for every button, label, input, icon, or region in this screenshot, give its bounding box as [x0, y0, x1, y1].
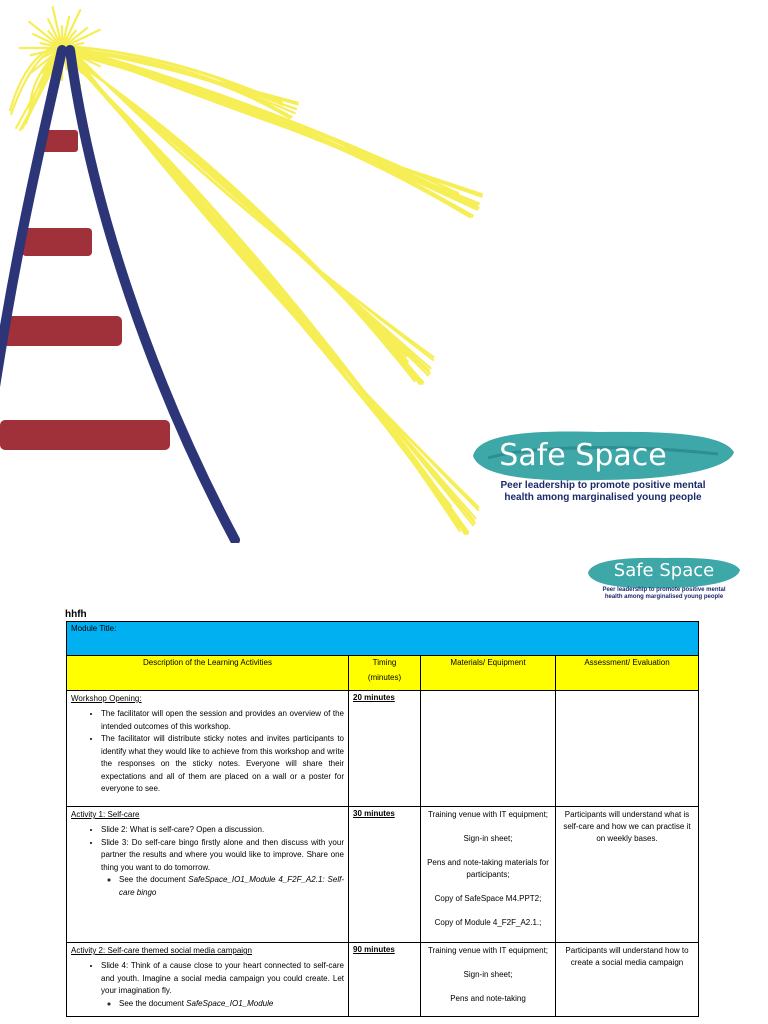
sub-bullet-item [119, 874, 344, 899]
page-heading: hhfh [65, 609, 87, 620]
bullet-text: Slide 4: Think of a cause close to your heart connected to self-care and youth. Imagine a social media campaign you could create. Let your imagination fly. [101, 961, 344, 995]
activity-materials[interactable] [421, 807, 556, 943]
activity-bullets [71, 708, 344, 796]
activity-timing[interactable] [349, 943, 421, 1017]
material-item: Sign-in sheet; [463, 970, 513, 979]
module-title-cell[interactable] [67, 622, 699, 656]
sub-prefix: See the document [119, 875, 189, 884]
timing-value: 20 minutes [353, 693, 395, 702]
timing-value: 30 minutes [353, 809, 395, 818]
bullet-item [101, 960, 344, 1010]
sub-prefix: See the document [119, 998, 187, 1008]
header-materials: Materials/ Equipment [421, 656, 556, 691]
activity-description[interactable] [67, 691, 349, 807]
bullet-item [101, 837, 344, 900]
activity-materials[interactable] [421, 943, 556, 1017]
material-item: Sign-in sheet; [463, 834, 513, 843]
bullet-item: • The facilitator will open the session and provides an overview of the intended outcomes of this workshop. [101, 708, 344, 733]
material-item: Copy of SafeSpace M4.PPT2; [434, 894, 542, 903]
activity-bullets [71, 824, 344, 899]
tagline-line-1: Peer leadership to promote positive mental [500, 480, 706, 491]
material-item: Training venue with IT equipment; [427, 946, 549, 955]
activity-title: Workshop Opening: [71, 694, 142, 703]
logo-tagline [585, 587, 743, 601]
sub-bullets [101, 998, 344, 1011]
header-timing-label: Timing [372, 658, 397, 667]
assessment-text: Participants will understand what is self-care and how we can practise it on weekly bases. [563, 810, 691, 843]
activity-bullets [71, 960, 344, 1010]
tagline-line-1: Peer leadership to promote positive mental [602, 587, 726, 593]
material-item: Pens and note-taking [450, 994, 526, 1003]
activity-title: Activity 1: Self-care [71, 810, 140, 819]
header-timing [349, 656, 421, 691]
sun-rays [10, 7, 482, 534]
header-row [67, 656, 699, 691]
header-safe-space-logo [585, 556, 743, 606]
cover-safe-space-logo [468, 428, 738, 510]
activity-description[interactable] [67, 943, 349, 1017]
activity-timing[interactable] [349, 691, 421, 807]
module-title-label: Module Title: [71, 624, 117, 633]
ladder-rails [0, 50, 235, 540]
assessment-text: Participants will understand how to create a social media campaign [565, 946, 689, 967]
activity-assessment[interactable] [556, 807, 699, 943]
logo-brand: Safe Space [499, 438, 667, 473]
timing-value: 90 minutes [353, 945, 395, 954]
bullet-text: Slide 3: Do self-care bingo firstly alone and then discuss with your partner the results and where you would like to improve. Share one thing you want to do tomorrow. [101, 837, 344, 872]
bullet-item: • Slide 2: What is self-care? Open a discussion. [101, 824, 344, 837]
document-reference: SafeSpace_IO1_Module [186, 998, 274, 1008]
activity-materials[interactable] [421, 691, 556, 807]
activity-assessment[interactable] [556, 691, 699, 807]
activity-title: Activity 2: Self-care themed social media campaign [71, 946, 252, 955]
logo-brand: Safe Space [613, 560, 715, 581]
sub-bullets [101, 874, 344, 899]
table-row [67, 943, 699, 1017]
material-item: Pens and note-taking materials for participants; [427, 858, 549, 879]
activity-timing[interactable] [349, 807, 421, 943]
module-table [66, 621, 699, 1017]
logo-tagline [468, 480, 738, 503]
ladder-rungs [0, 130, 170, 450]
activity-assessment[interactable] [556, 943, 699, 1017]
table-row [67, 691, 699, 807]
module-title-row [67, 622, 699, 656]
table-row [67, 807, 699, 943]
activity-description[interactable] [67, 807, 349, 943]
tagline-line-2: health among marginalised young people [604, 593, 724, 600]
header-description: Description of the Learning Activities [67, 656, 349, 691]
header-timing-unit: (minutes) [367, 673, 402, 682]
tagline-line-2: health among marginalised young people [504, 491, 702, 503]
document-reference: SafeSpace_IO1_Module 4_F2F_A2.1: Self-care bingo [119, 875, 344, 897]
header-assessment: Assessment/ Evaluation [556, 656, 699, 691]
material-item: Training venue with IT equipment; [427, 810, 549, 819]
material-item: Copy of Module 4_F2F_A2.1.; [434, 918, 542, 927]
bullet-item: • The facilitator will distribute sticky notes and invites participants to identify what they would like to achieve from this workshop and write the responses on the sticky notes. Everyone will share their expectations and all of them are placed on a wall or a poster for everyone to see. [101, 733, 344, 796]
sub-bullet-item [119, 998, 344, 1011]
